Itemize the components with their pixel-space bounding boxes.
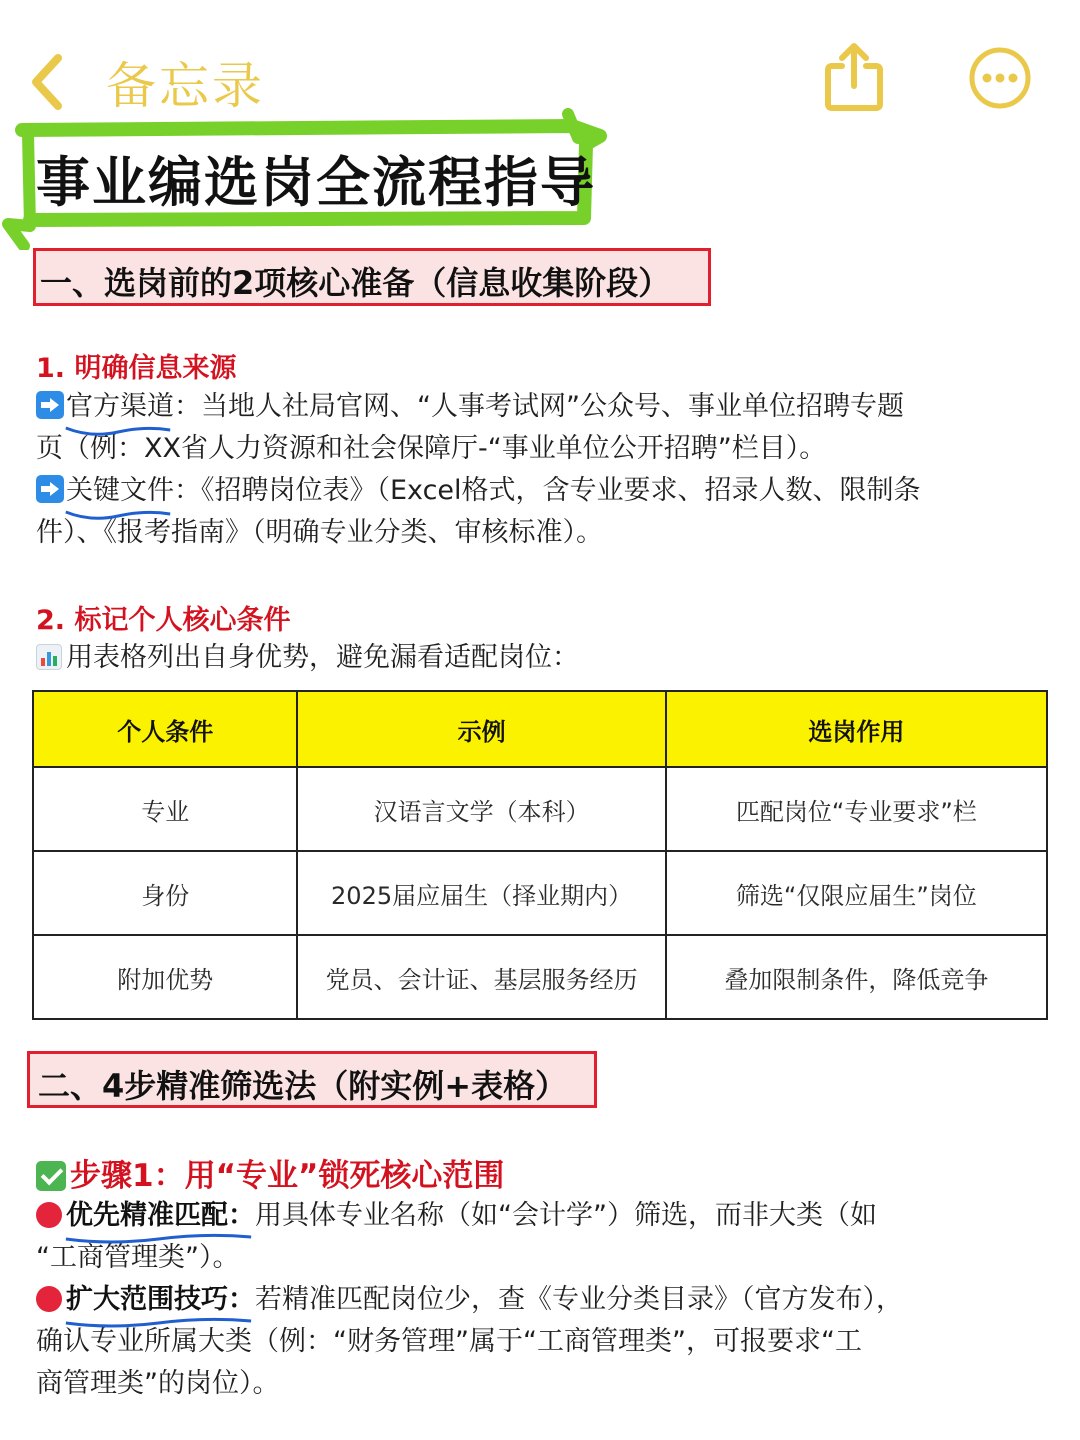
files-label xyxy=(66,470,174,512)
point1-line xyxy=(36,1195,1046,1237)
files-text-2: 件）、《报考指南》（明确专业分类、审核标准）。 xyxy=(36,517,603,548)
table-intro-line xyxy=(36,637,1046,679)
point2-text-3: 商管理类”的岗位）。 xyxy=(36,1368,280,1399)
personal-conditions-table xyxy=(32,690,1048,1020)
underline-stroke xyxy=(64,508,172,522)
table-intro xyxy=(36,637,1046,679)
point2-label xyxy=(66,1279,255,1321)
red-circle-icon xyxy=(36,1202,62,1228)
underline-stroke xyxy=(64,1233,253,1247)
info-sources-paragraph xyxy=(36,386,1046,554)
step1-heading-text: 步骤1：用“专业”锁死核心范围 xyxy=(70,1158,505,1194)
table-cell: 筛选“仅限应届生”岗位 xyxy=(666,851,1047,935)
arrow-right-icon xyxy=(36,475,64,503)
files-label-text: 关键文件 xyxy=(66,475,174,506)
official-line xyxy=(36,386,1046,428)
table-cell: 附加优势 xyxy=(33,935,297,1019)
official-text-1: ：当地人社局官网、“人事考试网”公众号、事业单位招聘专题 xyxy=(174,391,904,422)
official-label-text: 官方渠道 xyxy=(66,391,174,422)
table-intro-text: 用表格列出自身优势，避免漏看适配岗位： xyxy=(66,642,579,673)
more-icon[interactable] xyxy=(968,46,1032,110)
point1-text-1: 用具体专业名称（如“会计学”）筛选，而非大类（如 xyxy=(255,1200,877,1231)
point2-label-text: 扩大范围技巧： xyxy=(66,1284,255,1315)
point2-text-2: 确认专业所属大类（例：“财务管理”属于“工商管理类”，可报要求“工 xyxy=(36,1326,862,1357)
table-header-cell: 示例 xyxy=(297,691,665,767)
table-row xyxy=(33,767,1047,851)
underline-stroke xyxy=(64,424,172,438)
point1-label-text: 优先精准匹配： xyxy=(66,1200,255,1231)
step1-points xyxy=(36,1195,1046,1405)
table-cell: 党员、会计证、基层服务经历 xyxy=(297,935,665,1019)
point2-text-1: 若精准匹配岗位少，查《专业分类目录》（官方发布）， xyxy=(255,1284,903,1315)
bar-chart-icon xyxy=(36,644,62,670)
official-text-2: 页（例：XX省人力资源和社会保障厅-“事业单位公开招聘”栏目）。 xyxy=(36,433,827,464)
table-cell: 身份 xyxy=(33,851,297,935)
page-title: 事业编选岗全流程指导 xyxy=(36,151,596,214)
table-cell: 叠加限制条件，降低竞争 xyxy=(666,935,1047,1019)
files-line xyxy=(36,470,1046,512)
step1-heading xyxy=(36,1150,504,1195)
section2-heading: 二、4步精准筛选法（附实例+表格） xyxy=(27,1051,597,1108)
table-cell: 匹配岗位“专业要求”栏 xyxy=(666,767,1047,851)
table-row xyxy=(33,935,1047,1019)
item1-heading: 1. 明确信息来源 xyxy=(36,353,237,384)
section1-heading: 一、选岗前的2项核心准备（信息收集阶段） xyxy=(33,248,711,306)
table-cell: 汉语言文学（本科） xyxy=(297,767,665,851)
table-cell: 专业 xyxy=(33,767,297,851)
underline-stroke xyxy=(64,1317,253,1331)
arrow-right-icon xyxy=(36,391,64,419)
share-icon[interactable] xyxy=(822,40,886,112)
table-row xyxy=(33,851,1047,935)
table-header-row xyxy=(33,691,1047,767)
title-block xyxy=(0,108,620,250)
point1-text-2: “工商管理类”）。 xyxy=(36,1242,240,1273)
point2-line xyxy=(36,1279,1046,1321)
point1-label xyxy=(66,1195,255,1237)
table-header-cell: 选岗作用 xyxy=(666,691,1047,767)
back-button[interactable] xyxy=(28,50,268,114)
table-cell: 2025届应届生（择业期内） xyxy=(297,851,665,935)
chevron-left-icon xyxy=(28,52,68,112)
item2-heading: 2. 标记个人核心条件 xyxy=(36,605,291,636)
back-label: 备忘录 xyxy=(106,57,265,115)
table-header-cell: 个人条件 xyxy=(33,691,297,767)
check-icon xyxy=(36,1161,66,1191)
files-text-1: ：《招聘岗位表》（Excel格式，含专业要求、招录人数、限制条 xyxy=(174,475,921,506)
red-circle-icon xyxy=(36,1286,62,1312)
official-label xyxy=(66,386,174,428)
